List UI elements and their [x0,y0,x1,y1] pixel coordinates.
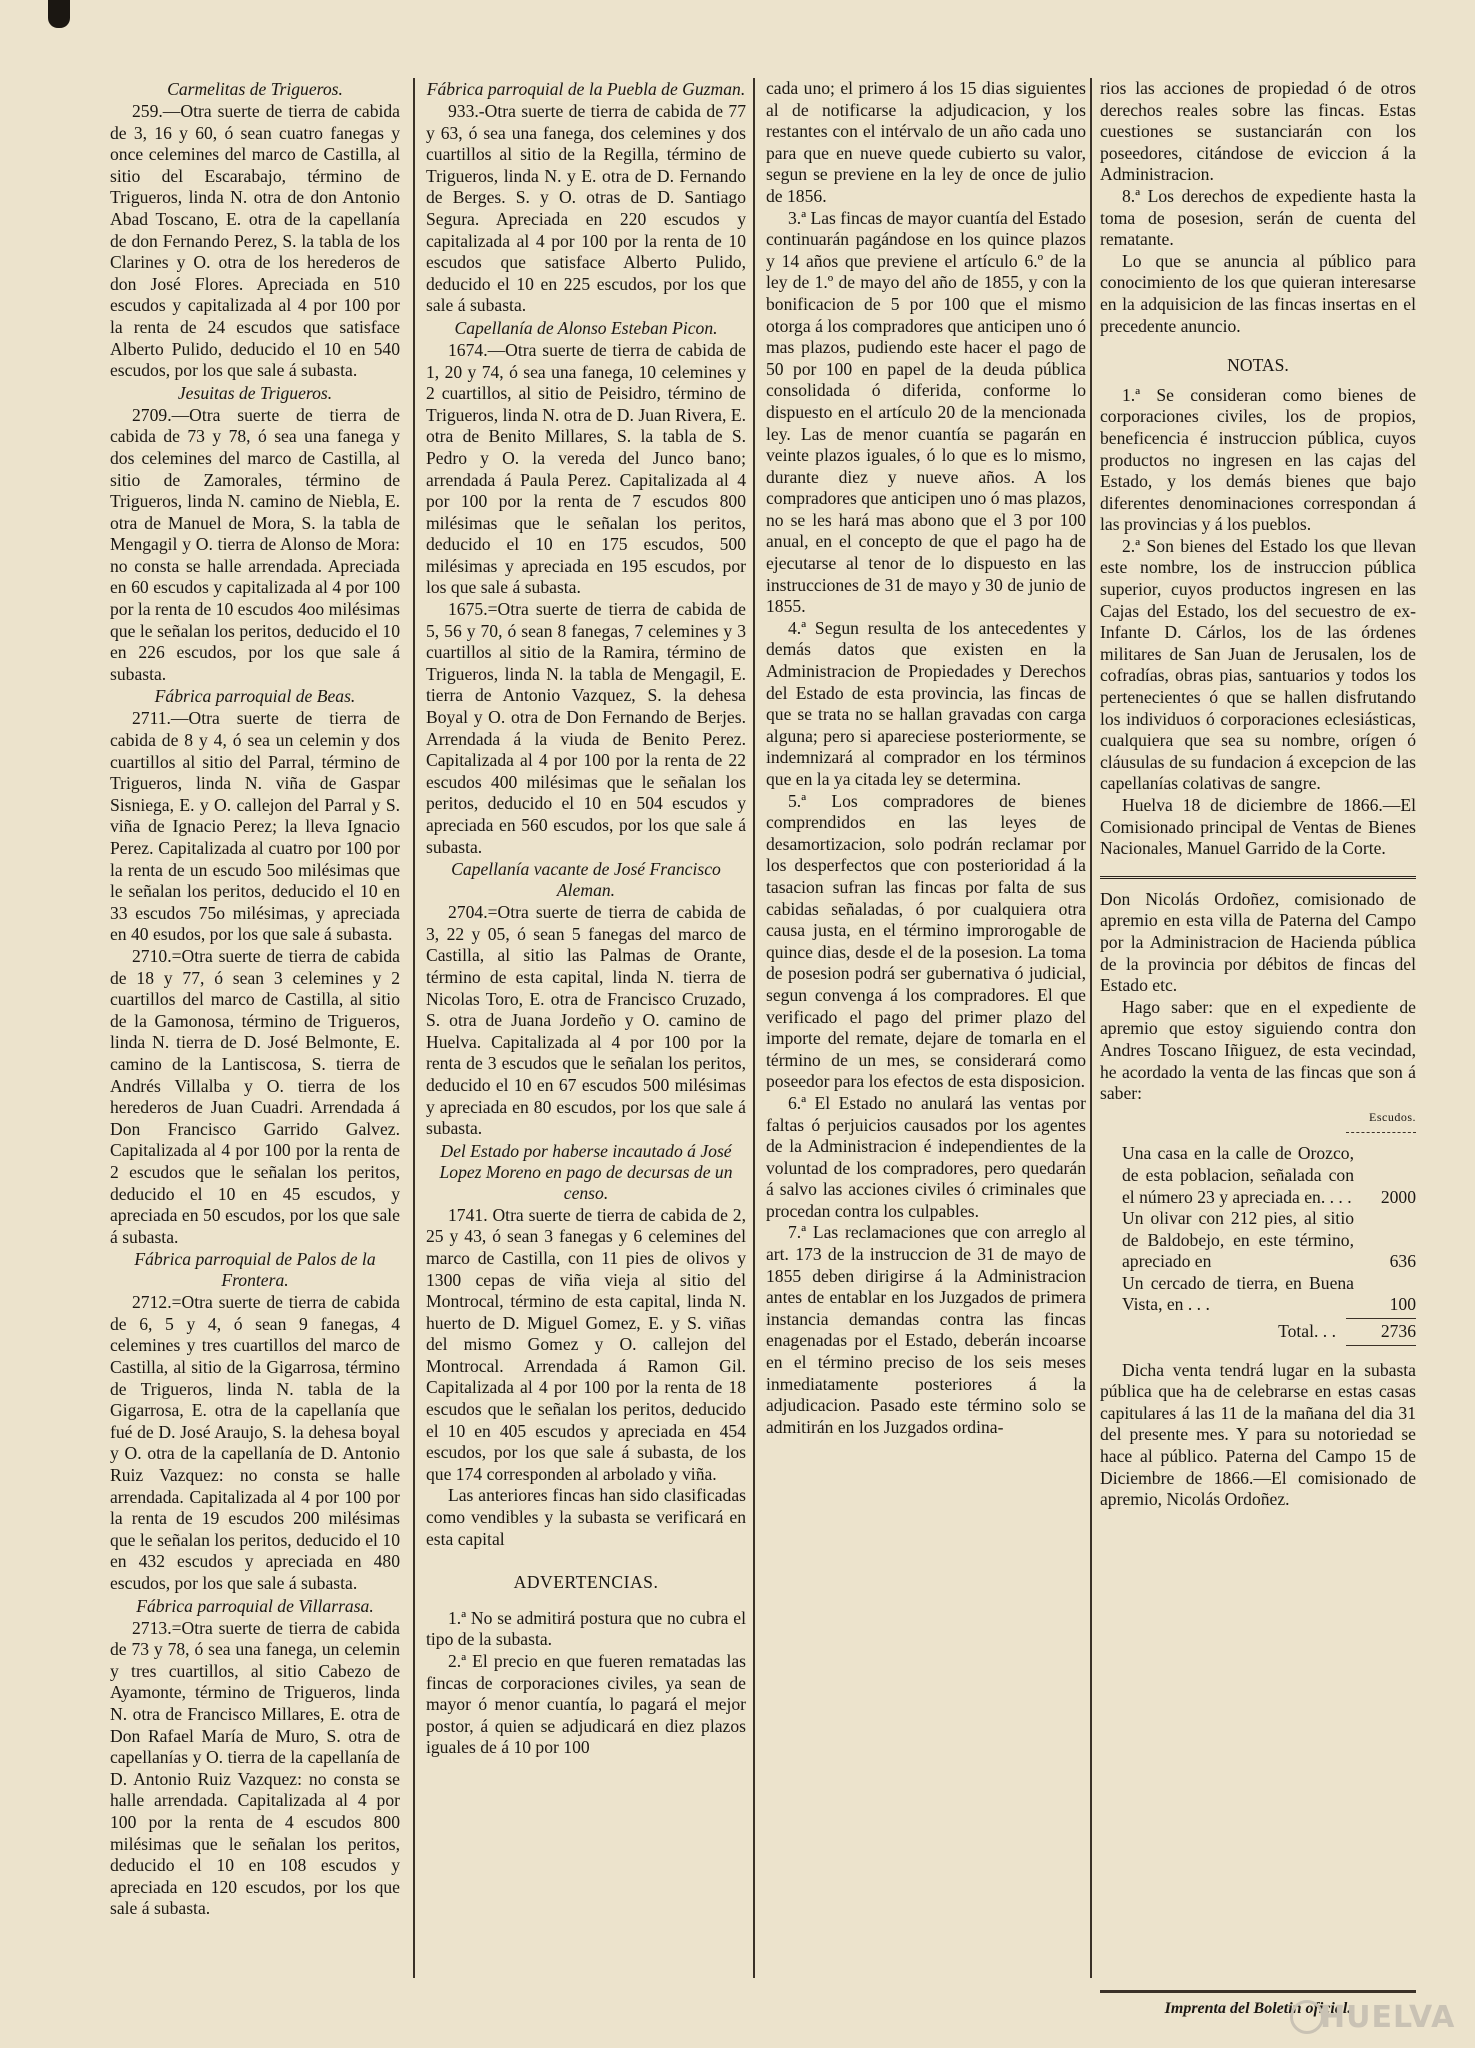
total-value: 2736 [1380,1321,1416,1342]
section-divider [1100,876,1416,879]
column-3 [766,78,1086,1438]
property-description: Un olivar con 212 pies, al sitio de Baldobejo, en este término, apreciado en [1122,1208,1354,1272]
table-row [1100,1208,1416,1273]
property-description: Una casa en la calle de Orozco, de esta poblacion, señalada con el número 23 y apreciada en. . . . [1122,1143,1354,1207]
advertencia-item: 8.ª Los derechos de expediente hasta la toma de posesion, serán de cuenta del rematante. [1100,185,1416,250]
column-rule-2 [753,78,755,1978]
total-table [1100,1321,1416,1343]
column-1 [110,78,400,1920]
column-rule-3 [1090,78,1092,1978]
section-heading: Capellanía vacante de José Francisco Aleman. [451,859,721,901]
advertencia-item: 3.ª Las fincas de mayor cuantía del Estado continuarán pagándose en los quince plazos y 14 años que previene el artículo 6.º de la ley de 1.º de mayo del año de 1855, y con la bonificacion de 5 por 100 que el mismo otorga á los compradores que anticipen uno ó mas plazos, pudiendo este hacer el pago de 50 por 100 en papel de la deuda pública consolidada ó diferida, conforme lo dispuesto en el artículo 20 de la mencionada ley. Las de menor cuantía se pagarán en veinte plazos iguales, ó lo que es lo mismo, durante diez y nueve años. A los compradores que anticipen uno ó mas plazos, no se les hará mas abono que el 3 por 100 anual, en el concepto de que el pago ha de ejecutarse al tenor de lo dispuesto en las instrucciones de 31 de mayo y 30 de junio de 1855. [766,207,1087,617]
lot-paragraph: 1674.—Otra suerte de tierra de cabida de 1, 20 y 74, ó sea una fanega, 10 celemines y 2 cuartillos, al sitio de Peisidro, término de Trigueros, linda N. otra de D. Juan Rivera, E. otra de Benito Millares, S. la tabla de S. Pedro y O. la vereda del Junco bano; arrendada á Paula Perez. Capitalizada al 4 por 100 por la renta de 7 escudos 800 milésimas que le señalan los peritos, deducido el 10 en 175 escudos, 500 milésimas y apreciada en 195 escudos, por los que sale á subasta. [426,339,746,598]
advertencia-item: 4.ª Segun resulta de los antecedentes y demás datos que existen en la Administracion de Propiedades y Derechos del Estado de esta provincia, las fincas de que se trata no se hallan gravadas con carga alguna; pero si apareciese posteriormente, se indemnizará al comprador en los términos que en la ya citada ley se determina. [766,617,1086,789]
escudos-column-label: Escudos. [1369,1109,1416,1124]
section-heading: Fábrica parroquial de Villarrasa. [136,1595,374,1616]
lot-paragraph: 2713.=Otra suerte de tierra de cabida de 73 y 78, ó sea una fanega, un celemin y tres cuartillos, al sitio Cabezo de Ayamonte, término de Trigueros, linda N. otra de Francisco Millares, E. otra de Don Rafael María de Muro, S. otra de capellanías y O. tierra de la capellanía de D. Antonio Ruiz Vazquez: no consta se halle arrendada. Capitalizada al 4 por 100 por la renta de 4 escudos 800 milésimas que le señalan los peritos, deducido el 10 en 108 escudos y apreciada en 120 escudos, por los que sale á subasta. [110,1617,400,1919]
total-rule [1346,1345,1416,1346]
table-row [1100,1143,1416,1208]
column-4 [1100,78,1416,1511]
column-rule-1 [413,78,415,1978]
section-heading: Del Estado por haberse incautado á José Lopez Moreno en pago de decursas de un censo. [439,1140,733,1203]
dotted-rule [1346,1132,1416,1133]
lot-paragraph: 2704.=Otra suerte de tierra de cabida de 3, 22 y 05, ó sean 5 fanegas del marco de Castilla, al sitio las Palmas de Orante, término de esta capital, linda N. tierra de Nicolas Toro, E. otra de Francisco Cruzado, S. otra de Juana Jordeño y O. camino de Huelva. Capitalizada al 4 por 100 por la renta de 3 escudos que le señalan los peritos, deducido el 10 en 67 escudos 500 milésimas y apreciada en 80 escudos, por los que sale á subasta. [426,902,746,1139]
lot-paragraph: 2709.—Otra suerte de tierra de cabida de 73 y 78, ó sea una fanega y dos celemines del marco de Castilla, al sitio de Zamorales, término de Trigueros, linda N. camino de Niebla, E. otra de Manuel de Mora, S. la tabla de Mengagil y O. tierra de Alonso de Mora: no consta se halle arrendada. Apreciada en 60 escudos y capitalizada al 4 por 100 por la renta de 10 escudos 4oo milésimas que le señalan los peritos, deducido el 10 en 226 escudos, por los que sale á subasta. [110,404,400,684]
nota-item: 1.ª Se consideran como bienes de corporaciones civiles, los de propios, beneficencia é instruccion pública, cuyos productos no ingresen en las cajas del Estado, y los demás bienes que bajo diferentes denominaciones correspondan á las provincias y á los pueblos. [1100,384,1416,535]
lot-paragraph: 1675.=Otra suerte de tierra de cabida de 5, 56 y 70, ó sean 8 fanegas, 7 celemines y 3 cuartillos al sitio de la Ramira, término de Trigueros, linda N. la tabla de Mengagil, E. tierra de Antonio Vazquez, S. la dehesa Boyal y O. otra de Don Fernando de Berjes. Arrendada á la viuda de Benito Perez. Capitalizada al 4 por 100 por la renta de 22 escudos 400 milésimas que le señalan los peritos, deducido el 10 en 504 escudos y apreciada en 560 escudos, por los que sale á subasta. [426,599,746,857]
announcement-paragraph: Lo que se anuncia al público para conocimiento de los que quieran interesarse en la adquisicion de las fincas insertas en el precedente anuncio. [1100,250,1416,336]
lot-paragraph: 259.—Otra suerte de tierra de cabida de 3, 16 y 60, ó sean cuatro fanegas y once celemines del marco de Castilla, al sitio del Escarabajo, término de Trigueros, linda N. otra de don Antonio Abad Toscano, E. otra de la capellanía de don Fernando Perez, S. la tabla de los Clarines y O. otra de los herederos de don José Flores. Apreciada en 510 escudos y capitalizada al 4 por 100 por la renta de 24 escudos que satisface Alberto Pulido, deducido el 10 en 540 escudos, por los que sale á subasta. [110,101,400,381]
subasta-paragraph: Dicha venta tendrá lugar en la subasta pública que ha de celebrarse en estas casas capitulares á las 11 de la mañana del dia 31 del presente mes. Y para su notoriedad se hace al público. Paterna del Campo 15 de Diciembre de 1866.—El comisionado de apremio, Nicolás Ordoñez. [1100,1359,1416,1510]
section-heading: Fábrica parroquial de Palos de la Frontera. [134,1249,376,1291]
section-heading: Fábrica parroquial de la Puebla de Guzman. [426,79,746,99]
lot-paragraph: 2711.—Otra suerte de tierra de cabida de 8 y 4, ó sea un celemin y dos cuartillos al sitio del Parral, término de Trigueros, linda N. viña de Gaspar Sisniega, E. y O. callejon del Parral y S. viña de Ignacio Perez; la lleva Ignacio Perez. Capitalizada al cuatro por 100 por la renta de un escudo 5oo milésimas que le señalan los peritos, deducido el 10 en 33 escudos 75o milésimas, y apreciada en 40 esudos, por los que sale á subasta. [110,708,400,945]
property-description: Un cercado de tierra, en Buena Vista, en . . . [1122,1272,1354,1315]
ink-stain [48,0,70,28]
apremio-heading-paragraph: Don Nicolás Ordoñez, comisionado de apremio en esta villa de Paterna del Campo por la Administracion de Hacienda pública de la provincia por débitos de fincas del Estado etc. [1100,888,1416,996]
watermark-logo-icon [1290,2000,1324,2034]
advertencia-item: 6.ª El Estado no anulará las ventas por faltas ó perjuicios causados por los agentes de la Administracion é independientes de la voluntad de los compradores, pero quedarán á salvo las acciones civiles ó criminales que procedan contra los culpables. [766,1092,1086,1221]
signature-paragraph: Huelva 18 de diciembre de 1866.—El Comisionado principal de Ventas de Bienes Nacionales, Manuel Garrido de la Corte. [1100,795,1416,859]
printer-credit: Imprenta del Boletin oficial. [1164,2000,1352,2017]
section-heading: Carmelitas de Trigueros. [167,79,343,99]
watermark: HUELVA [1320,2000,1456,2035]
total-rule [1346,1318,1416,1319]
property-value: 100 [1389,1294,1416,1315]
advertencia-continued: cada uno; el primero á los 15 dias siguientes al de notificarse la adjudicacion, y los restantes con el intérvalo de un año cada uno para que en nueve quede cubierto su valor, segun se previene en la ley de once de julio de 1856. [766,78,1086,206]
classification-paragraph: Las anteriores fincas han sido clasificadas como vendibles y la subasta se verificará en esta capital [426,1485,746,1549]
total-row [1100,1321,1416,1343]
advertencia-item: 2.ª El precio en que fueren rematadas las fincas de corporaciones civiles, ya sean de mayor ó menor cuantía, lo pagará el mejor postor, á quien se adjudicará en diez plazos iguales de á 10 por 100 [426,1651,746,1758]
column-2 [426,78,746,1759]
property-value: 636 [1389,1251,1416,1272]
lot-paragraph: 1741. Otra suerte de tierra de cabida de 2, 25 y 43, ó sean 3 fanegas y 6 celemines del marco de Castilla, con 11 pies de olivos y 1300 cepas de viña vieja al sitio del Montrocal, término de esta capital, linda N. huerto de D. Miguel Gomez, E. y S. viñas del mismo Gomez y O. callejon del Montrocal. Arrendada á Ramon Gil. Capitalizada al 4 por 100 por la renta de 18 escudos que le señalan los peritos, deducido el 10 en 405 escudos y apreciada en 454 escudos, por los que sale á subasta, de los que 174 corresponden al arbolado y viña. [426,1204,746,1484]
property-value: 2000 [1380,1186,1416,1207]
lot-paragraph: 2710.=Otra suerte de tierra de cabida de 18 y 77, ó sean 3 celemines y 2 cuartillos del marco de Castilla, al sitio de la Gamonosa, término de Trigueros, linda N. tierra de D. José Belmonte, E. camino de la Lantiscosa, S. tierra de Andrés Villalba y O. tierra de los herederos de Juan Cuadri. Arrendada á Don Francisco Garrido Galvez. Capitalizada al 4 por 100 por la renta de 2 escudos que le señalan los peritos, deducido el 10 en 45 escudos, y apreciada en 50 escudos, por los que sale á subasta. [110,945,400,1247]
advertencia-item: 7.ª Las reclamaciones que con arreglo al art. 173 de la instruccion de 31 de mayo de 1855 deben dirigirse á la Administracion antes de entablar en los Juzgados de primera instancia demandas contra las fincas enagenadas por el Estado, deberán incoarse en el término preciso de los seis meses inmediatamente posteriores á la adjudicacion. Pasado este término solo se admitirán en los Juzgados ordina- [766,1222,1086,1437]
footer-rule [1100,1990,1416,1993]
advertencia-item: 5.ª Los compradores de bienes comprendidos en las leyes de desamortizacion, solo podrán reclamar por los desperfectos que con posterioridad á la tasacion sufran las fincas por falta de sus cabidas señaladas, ó por cualquiera otra causa justa, en el término improrogable de quince dias, desde el de la posesion. La toma de posesion podrá ser gubernativa ó judicial, segun convenga á los compradores. El que verificado el pago del primer plazo del importe del remate, dejare de tomarla en el término de un mes, se considerará como poseedor para los efectos de esta disposicion. [766,790,1086,1092]
apremio-paragraph: Hago saber: que en el expediente de apremio que estoy siguiendo contra don Andres Toscano Iñiguez, de esta vecindad, he acordado la venta de las fincas que son á saber: [1100,996,1416,1104]
notas-heading: NOTAS. [1227,355,1289,376]
table-row [1100,1273,1416,1316]
section-heading: Jesuitas de Trigueros. [177,382,333,403]
advertencias-heading: ADVERTENCIAS. [513,1572,659,1593]
nota-item: 2.ª Son bienes del Estado los que llevan este nombre, los de instruccion pública superior, cuyos productos ingresen en las Cajas del Estado, los del secuestro de ex-Infante D. Cárlos, los de las órdenes militares de San Juan de Jerusalen, los de cofradías, obras pias, santuarios y todos los pertenecientes ó que se hallen disfrutando los individuos ó corporaciones eclesiásticas, cualquiera que sea su nombre, orígen ó cláusulas de su fundacion á excepcion de las capellanías colativas de sangre. [1100,535,1416,794]
advertencia-continued: rios las acciones de propiedad ó de otros derechos reales sobre las fincas. Estas cuestiones se sustanciarán con los poseedores, citándose de eviccion á la Administracion. [1100,78,1416,185]
total-label: Total. . . [1278,1321,1336,1342]
section-heading: Capellanía de Alonso Esteban Picon. [454,317,718,338]
lot-paragraph: 2712.=Otra suerte de tierra de cabida de 6, 5 y 4, ó sean 9 fanegas, 4 celemines y tres cuartillos del marco de Castilla, al sitio de la Gigarrosa, término de Trigueros, linda N. tabla de la Gigarrosa, E. otra de la capellanía que fué de D. José Araujo, S. la dehesa boyal y O. otra de la capellanía de D. Antonio Ruiz Vazquez: no consta se halle arrendada. Capitalizada al 4 por 100 por la renta de 19 escudos 200 milésimas que le señalan los peritos, deducido el 10 en 432 escudos y apreciada en 480 escudos, por los que sale á subasta. [110,1292,400,1593]
section-heading: Fábrica parroquial de Beas. [154,686,356,707]
advertencia-item: 1.ª No se admitirá postura que no cubra el tipo de la subasta. [426,1607,746,1650]
property-table [1100,1143,1416,1316]
lot-paragraph: 933.-Otra suerte de tierra de cabida de 77 y 63, ó sea una fanega, dos celemines y dos cuartillos al sitio de la Regilla, término de Trigueros, linda N. y E. otra de D. Fernando de Berges. S. y O. otras de D. Santiago Segura. Apreciada en 220 escudos y capitalizada al 4 por 100 por la renta de 10 escudos que satisface Alberto Pulido, deducido el 10 en 225 escudos, por los que sale á subasta. [426,101,746,316]
